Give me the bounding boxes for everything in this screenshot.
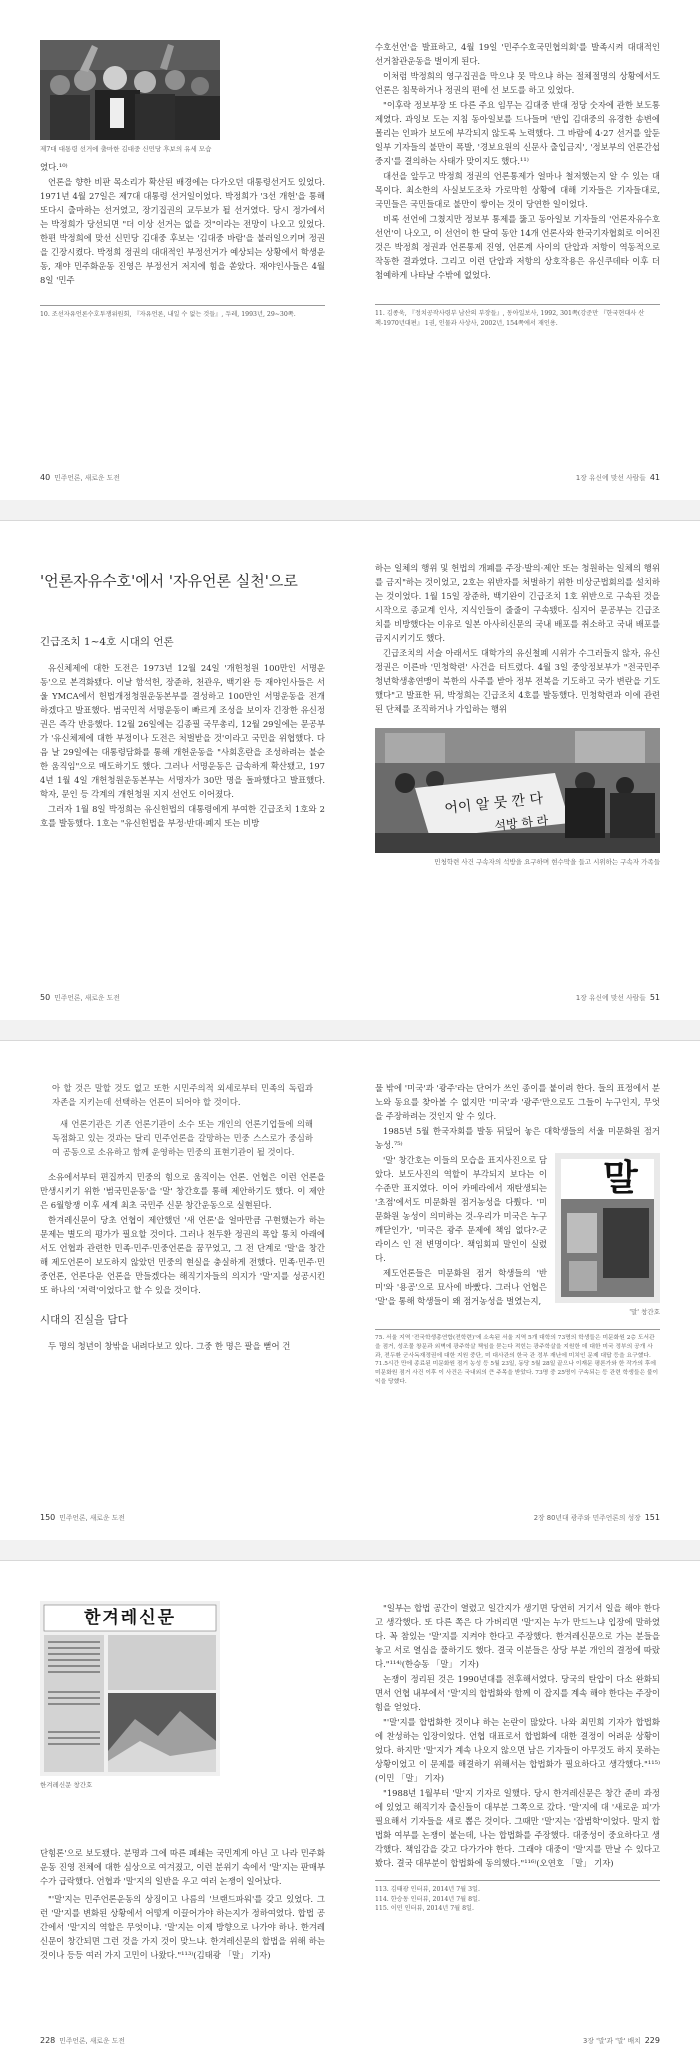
page-gap bbox=[0, 1020, 700, 1040]
page-gap bbox=[0, 500, 700, 520]
running-head: 민주언론, 새로운 도전 bbox=[54, 474, 120, 482]
folio-left bbox=[40, 2035, 125, 2045]
paragraph: 수호선언'을 발표하고, 4월 19일 '민주수호국민협의회'를 발족시켜 대대적인 선거참관운동을 벌이게 된다. bbox=[375, 42, 660, 66]
footnote: 10. 조선자유언론수호투쟁위원회, 『자유언론, 내일 수 없는 것들』, 두레, 1993년, 29~30쪽. bbox=[40, 305, 325, 320]
quote-paragraph: "'말'지는 민주언론운동의 상징이고 나름의 '브랜드파워'를 갖고 있었다. 그런 '말'지를 변화된 상황에서 어떻게 이끌어가야 하는지가 정하여였다. 합법 공간에서 '말'지의 역할은 무엇이냐. '말'지는 이제 방향으로 나가야 하나. 한겨레신문이 창간되면 그런 것을 가지 것이 맞느냐. 한겨레신문의 합법을 위해 하는 것이나 등등 여러 가지 고민이 나왔다."¹¹³⁾(김태광 「말」 기자) bbox=[40, 1894, 325, 1960]
newspaper-photo bbox=[40, 1601, 220, 1776]
footnote: 75. 서울 지역 '전국학생총연합(전학련)'에 소속된 서울 지역 5개 대학의 73명의 학생들은 미문화원 2층 도서관을 점거, 성조물 창문과 외벽에 광주학살 책임을 묻는다 적힌는 광주학살을 지원한 데 대한 미국 정부의 공개 사과, 전두환 군사독재정권에 대한 지원 중단, 미 대사관의 한국 관 정부 재난에 미치인 문제 대답 등을 요구했다. 71.5시간 만에 종료된 미문화원 점거 농성 등 5월 23일, 동당 5월 28일 끝으나 이재문 평론가와 한 작가의 후에 미문화원 점거 사건 이후 이 사건은 국내외의 큰 주목을 받았다. 73명 중 25명이 구속되는 등 관련 학생들은 불이익을 당했다. bbox=[375, 1329, 660, 1387]
magazine-cover-figure bbox=[555, 1153, 660, 1323]
running-head: 2장 80년대 광주와 민주언론의 성장 bbox=[533, 1514, 641, 1522]
spacer bbox=[40, 1796, 325, 1846]
folio-right bbox=[576, 472, 660, 482]
running-head: 민주언론, 새로운 도전 bbox=[59, 2037, 125, 2045]
magazine-title: 말 bbox=[603, 1158, 638, 1199]
paragraph: 논쟁이 정리된 것은 1990년대를 전후해서였다. 당국의 탄압이 다소 완화되면서 언협 내부에서 '말'지의 합법화와 함께 이 잡지를 계속 해야 한다는 주장이 힘을 얻었다. bbox=[375, 1674, 660, 1712]
section-heading: 긴급조치 1~4호 시대의 언론 bbox=[40, 636, 174, 648]
page-number: 51 bbox=[649, 993, 660, 1002]
folio-left bbox=[40, 1512, 125, 1522]
protest-photo bbox=[375, 728, 660, 853]
right-column bbox=[375, 40, 660, 328]
magazine-cover bbox=[555, 1153, 660, 1303]
section-heading: 시대의 진실을 담다 bbox=[40, 1314, 128, 1326]
paragraph: 소유에서부터 편집까지 민중의 힘으로 움직이는 언론. 언협은 이런 언론을 만생시키기 위한 '범국민운동'을 '말' 창간호를 통해 제안하기도 했다. 이 제안은 6월항쟁 이후 세계 최초 국민주 신문 창간운동으로 실현된다. bbox=[40, 1172, 325, 1210]
folio-left bbox=[40, 992, 120, 1002]
page-number: 41 bbox=[649, 473, 660, 482]
right-column bbox=[375, 561, 660, 873]
paragraph: 그러자 1월 8일 박정희는 유신헌법의 대통령에게 부여한 긴급조치 1호와 2호를 발동했다. 1호는 "유신헌법을 부정·반대·폐지 또는 비방 bbox=[40, 804, 325, 828]
book-spread-3 bbox=[0, 1040, 700, 1540]
running-head: 민주언론, 새로운 도전 bbox=[54, 994, 120, 1002]
paragraph: 한겨레신문이 당초 언협이 제안했던 '새 언론'을 얼마만큼 구현했는가 하는 문제는 별도의 평가가 필요할 것이다. 그러나 천두환 정권의 폭압 통치 아래에서도 언협과 관련한 민족·민주·민중언론을 꿈꾸었고, 그 전 단계로 '말'을 창간해 제도언론이 보도하지 않았던 민중의 현실을 충실하게 전했다. 민족·민주·민중언론, 언론다운 언론을 만들겠다는 해직기자들의 의지가 '말'지를 성공시킨 또 하나의 '저력'이었다고 할 수 있을 것이다. bbox=[40, 1215, 325, 1295]
paragraph: '말' 창간호는 이들의 모습을 표지사진으로 담았다. 보도사진의 역할이 부각되지 보다는 이 수준만 표지였다. 이어 카메라에서 재탄생되는 '초점'에서도 미문화원 점거농성을 다뤘다. '미 문화원 농성이 의미하는 것-우리가 미국은 누구 깨닫인가', '미국은 광주 문제에 책임 없다?-군라이스 인 전 변명이다'. 책임회피 말인이 실렸다. bbox=[375, 1155, 547, 1263]
magazine-caption: '말' 창간호 bbox=[629, 1308, 660, 1316]
quote-paragraph: "일부는 합법 공간이 열렸고 일간지가 생기면 당연히 거기서 일을 해야 한다고 생각했다. 또 다른 쪽은 다 가버리면 '말'지는 누가 만드느냐 입장에 말하였다. 꼭 참있는 '말'지를 지켜야 한다고 주장했다. 한겨레신문으로 가는 분들을 놓고 서로 열심을 풀하기도 했다. 결국 이분들은 상당 부분 개인의 결정에 따랐다."¹¹⁴⁾(한승동 「말」 기자) bbox=[375, 1603, 660, 1669]
left-column bbox=[40, 1081, 325, 1354]
photo-caption: 제7대 대통령 선거에 출마한 김대중 신민당 후보의 유세 모습 bbox=[40, 145, 212, 153]
footnote: 115. 이민 인터뷰, 2014년 7월 8일. bbox=[375, 1905, 474, 1912]
paragraph: 이처럼 박정희의 영구집권을 막으냐 못 막으냐 하는 절체절명의 상황에서도 언론은 침묵하거나 정권의 편에 선 보도를 하고 있었다. bbox=[375, 71, 660, 95]
left-column bbox=[40, 40, 325, 320]
running-head: 3장 '말'과 '말' 배치 bbox=[583, 2037, 641, 2045]
page-gap bbox=[0, 1540, 700, 1560]
quote-paragraph: 아 할 것은 말할 것도 없고 또한 시민주의적 외세로부터 민족의 독립과 자존을 지키는데 선택하는 언론이 되어야 할 것이다. bbox=[52, 1083, 313, 1107]
protest-photo-image bbox=[375, 728, 660, 853]
paragraph: 단힘론'으로 보도됐다. 분명과 그에 따른 폐쇄는 국민계게 아닌 고 나라 민주화운동 진영 전체에 대한 심상으로 여겨졌고, 이런 분위기 속에서 '말'지는 판매부수가 급락했다. 언협과 '말'지의 일반을 우고 여러 논쟁이 일어났다. bbox=[40, 1848, 325, 1886]
quote-paragraph: 새 언론기관은 기존 언론기관이 소수 또는 개인의 언론기업들에 의해 독점화고 있는 것과는 달리 민주언론을 갈망하는 민중 스스로가 중심하여 공동으로 소유하고 함께 운영하는 민중의 표현기관이 될 것이다. bbox=[52, 1119, 313, 1157]
quote-paragraph: "'말'지를 합법화한 것이냐 하는 논란이 많았다. 나와 최민희 기자가 합법화에 찬성하는 입장이었다. 언협 대표로서 합법화에 대한 결정이 어려운 상황이었다. 하지만 '말'지가 계속 나오지 않으면 남은 기자들이 아무것도 하지 못하는 상황이었고 이 문제를 해결하기 위해서는 합법화가 필요하다고 생각했다."¹¹⁵⁾(이민 「말」 기자) bbox=[375, 1717, 660, 1783]
running-head: 민주언론, 새로운 도전 bbox=[59, 1514, 125, 1522]
rally-photo-image bbox=[40, 40, 220, 140]
spacer bbox=[40, 1160, 325, 1170]
running-head: 1장 유신에 맞선 사람들 bbox=[575, 994, 646, 1002]
page-number: 229 bbox=[644, 2036, 660, 2045]
left-column bbox=[40, 1601, 325, 1963]
chapter-title: '언론자유수호'에서 '자유언론 실천'으로 bbox=[40, 572, 298, 590]
quoted-block bbox=[40, 1081, 325, 1159]
paragraph: 1985년 5월 한국자회를 발동 뒤덮어 놓은 대학생들의 서울 미문화원 점거농성.⁷⁵⁾ bbox=[375, 1126, 660, 1150]
right-column bbox=[375, 1601, 660, 1914]
svg-text:석방 하 라: 석방 하 라 bbox=[493, 813, 550, 833]
rally-photo bbox=[40, 40, 220, 140]
footnotes bbox=[375, 1880, 660, 1914]
page-number: 228 bbox=[40, 2036, 56, 2045]
paragraph: 하는 일체의 행위 및 헌법의 개폐를 주장·발의·제안 또는 청원하는 일체의 행위를 금지"하는 것이었고, 2호는 위반자를 처벌하기 위한 비상군법회의를 설치하는 것이었다. 1월 15일 장준하, 백기완이 긴급조치 1호 위반으로 구속된 것을 시작으로 종교계 인사, 지식인들이 줄줄이 구속됐다. 심지어 문공부는 긴급조치를 비방했다는 이유로 일본 아사히신문의 국내 배포를 취소하고 국내 배포를 금지시키기도 했다. bbox=[375, 563, 660, 643]
quote-paragraph: "1988년 1월부터 '말'지 기자로 일했다. 당시 한겨레신문은 창간 준비 과정에 있었고 해직기자 출신들이 대부분 그쪽으로 갔다. '말'지에 대 '새로운 피'가 필요해서 기자들을 새로 뽑은 것이다. 그때만 '말'지는 '잡범학'이었다. 말지 합법화 여부를 논쟁이 붙는데, 나는 합법화를 주장했다. 대중성이 중요하다고 생각했다. 책임감을 갖고 다가가야 한다. 그래야 대중이 '말'지를 만날 수 있다고 봤다. 결국 대부분이 합법화에 동의했다."¹¹⁶⁾(오연호 「말」 기자) bbox=[375, 1788, 660, 1868]
photo-caption: 민청학련 사건 구속자의 석방을 요구하며 현수막을 들고 시위하는 구속자 가족들 bbox=[434, 858, 660, 866]
paragraph: 유신체제에 대한 도전은 1973년 12월 24일 '개헌청원 100만인 서명운동'으로 본격화됐다. 이날 함석헌, 장준하, 천관우, 백기완 등 재야인사들은 서울 YMCA에서 헌법개정청원운동본부를 결성하고 100만인 서명운동을 전개하겠다고 발표했다. 범국민적 서명운동이 빠르게 조성을 보이자 긴장한 유신정권은 즉각 반응했다. 12월 26일에는 김종필 국무총리, 12월 29일에는 문공부가 '유신체제에 대한 부정이나 도전은 처벌받을 것'이라고 국민을 위협했다. 다음 날 29일에는 대통령담화를 통해 개헌운동을 "사회혼란을 조성하려는 불순한 움직임"으로 매도하기도 했다. 그러나 서명운동은 급속하게 확산됐고, 1974년 1월 4일 개헌청원운동본부는 서명자가 30만 명을 돌파했다고 발표했다. 학자, 문인 등 각계의 개헌청원 지지 선언도 이어졌다. bbox=[40, 663, 325, 799]
quote-paragraph: "이후락 정보부장 또 다른 주요 임무는 김대중 반대 정당 숫자에 관한 보도통제였다. 과잉보 도는 지침 동아일보를 드나들며 '반입 김대중의 유경한 송변에 몰리는 인파가 보도에 부각되지 않도록 노력했다. 그 바람에 4·27 선거를 앞둔 일부 기자들의 불만이 폭발, '경보요원의 신문사 출입금지', '정보부의 언론간섭 중지'를 결의하는 사태가 맞이지도 했다.¹¹⁾ bbox=[375, 100, 660, 166]
folio-left bbox=[40, 472, 120, 482]
folio-right bbox=[576, 992, 660, 1002]
paragraph: 긴급조치의 서슬 아래서도 대학가의 유신철폐 시위가 수그러들지 않자, 유신정권은 이른바 '민청학련' 사건을 터트렸다. 4월 3일 중앙정보부가 "전국민주청년학생총연맹이 북한의 사주를 받아 정부 전복을 기도하고 국가 변란을 기도했다"고 발표한 뒤, 박정희는 긴급조치 4호를 발동했다. 민청학련과 이에 관련된 단체를 조직하거나 가입하는 행위 bbox=[375, 648, 660, 714]
right-column bbox=[375, 1081, 660, 1387]
paragraph: 였다.¹⁰⁾ bbox=[40, 162, 68, 172]
paragraph: 언론을 향한 비판 목소리가 확산된 배경에는 다가오던 대통령선거도 있었다. 1971년 4월 27일은 제7대 대통령 선거일이었다. 박정희가 '3선 개헌'을 통해 또다시 출마하는 선거였고, 장기집권의 교두보가 될 선거였다. 당시 정가에서는 박정희가 당선되면 "더 이상 선거는 없을 것"이라는 전망이 나오고 있었다. 한편 박정희에 맞선 신민당 김대중 후보는 '김대중 바람'을 불러일으키며 정권을 긴장시켰다. 박정희 정권의 대대적인 부정선거가 예상되는 상황에서 학생운동, 재야 민주화운동 진영은 부정선거 저지에 힘을 쏟았다. 재야인사들은 4월 8일 '민주 bbox=[40, 177, 325, 285]
book-spread-1 bbox=[0, 0, 700, 500]
left-column bbox=[40, 571, 325, 831]
page-number: 40 bbox=[40, 473, 51, 482]
folio-right bbox=[534, 1512, 660, 1522]
running-head: 1장 유신에 맞선 사람들 bbox=[575, 474, 646, 482]
svg-text:어이 알 뭇 깐 다: 어이 알 뭇 깐 다 bbox=[443, 790, 544, 817]
book-spread-4 bbox=[0, 1560, 700, 2063]
paragraph: 물 밖에 '미국'과 '광주'라는 단어가 쓰인 종이를 붙이려 한다. 들의 표정에서 분노와 동요를 찾아볼 수 없지만 '미국'과 '광주'만으로도 그들이 누구인지, 무엇을 주장하려는 것인지 알 수 있다. bbox=[375, 1083, 660, 1121]
footnote: 114. 한승동 인터뷰, 2014년 7월 8일. bbox=[375, 1895, 480, 1903]
paragraph: 비록 선언에 그쳤지만 정보부 통제를 뚫고 동아일보 기자들의 '언론자유수호선언'이 나오고, 이 선언이 한 달여 동안 14개 언론사와 한국기자협회로 이어진 것은 박정희 정권과 언론통제 진영, 언론계 사이의 단압과 저항이 역동적으로 작동한 결과였다. 그리고 이런 단압과 저항의 상호작용은 유신쿠데타 이후 더 첨예하게 나타날 수밖에 없었다. bbox=[375, 214, 660, 280]
paragraph: 대선을 앞두고 박정희 정권의 언론통제가 얼마나 철저했는지 알 수 있는 대목이다. 최소한의 사실보도조차 가로막힌 상황에 대해 기자들은 기자들대로, 국민들은 국민들대로 불만이 쌓이는 것이 당연한 일이었다. bbox=[375, 171, 660, 209]
page-number: 151 bbox=[644, 1513, 660, 1522]
photo-caption: 한겨레신문 창간호 bbox=[40, 1781, 93, 1789]
page-number: 150 bbox=[40, 1513, 56, 1522]
footnote: 11. 김종욱, 『정치공작사령부 남산의 부장들』, 동아일보사, 1992, 301쪽(강준만 『한국현대사 산책-1970년대편』 1권, 인물과 사상사, 2002년, 154쪽에서 재인용. bbox=[375, 304, 660, 328]
paragraph: 제도언론들은 미문화원 점거 학생들의 '반미'와 '용공'으로 묘사에 바빴다. 그러나 언협은 '말'을 통해 학생들이 왜 점거농성을 벌였는지, bbox=[375, 1268, 547, 1306]
footnote: 113. 김태광 인터뷰, 2014년 7월 3일. bbox=[375, 1886, 480, 1893]
newspaper-masthead: 한겨레신문 bbox=[83, 1608, 177, 1628]
book-spread-2 bbox=[0, 520, 700, 1020]
folio-right bbox=[583, 2035, 660, 2045]
paragraph: 두 명의 청년이 창밖을 내려다보고 있다. 그중 한 명은 팔을 뻗어 건 bbox=[48, 1341, 291, 1351]
page-number: 50 bbox=[40, 993, 51, 1002]
